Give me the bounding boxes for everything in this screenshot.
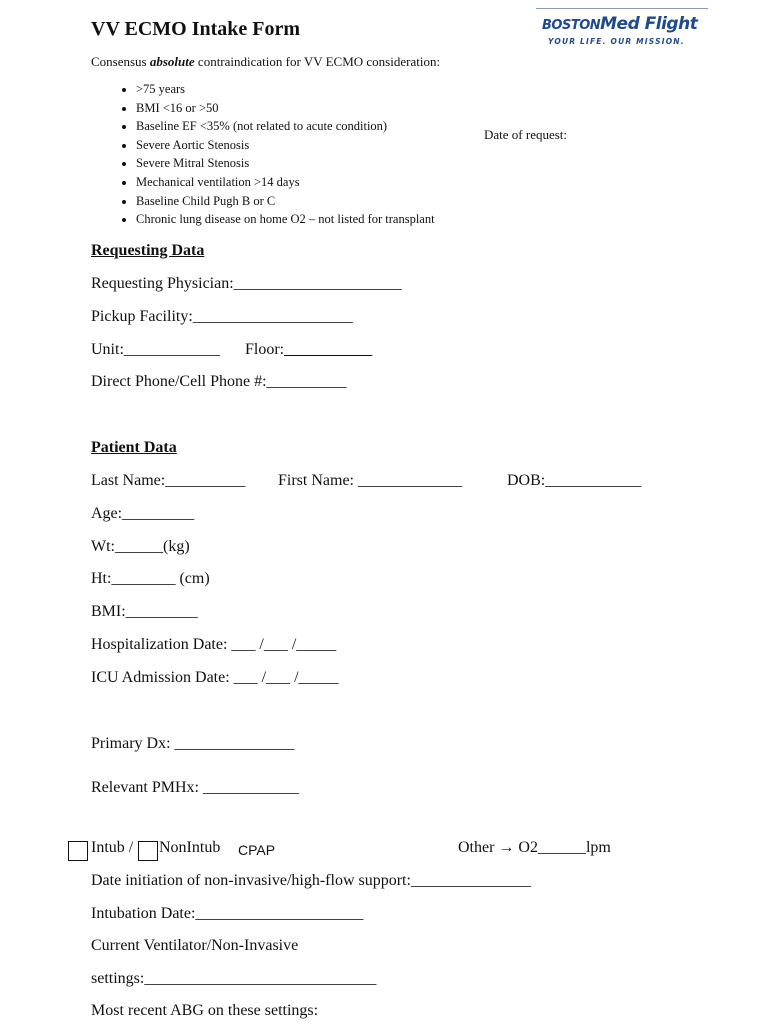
bmi-field[interactable]: BMI:_________ (91, 603, 198, 620)
intro-emphasis: absolute (149, 54, 195, 69)
primary-dx-field[interactable]: Primary Dx: _______________ (91, 735, 295, 752)
pickup-facility-field[interactable]: Pickup Facility:____________________ (91, 308, 353, 325)
contraindication-intro (91, 54, 440, 70)
list-item: • Mechanical ventilation >14 days (136, 173, 435, 192)
patient-data-heading: Patient Data (91, 439, 177, 456)
relevant-pmhx-field[interactable]: Relevant PMHx: ____________ (91, 779, 299, 796)
list-item: • Severe Aortic Stenosis (136, 136, 435, 155)
boston-med-flight-logo (534, 8, 710, 48)
ventilator-settings-field[interactable]: settings:_____________________________ (91, 970, 377, 987)
direct-phone-field[interactable]: Direct Phone/Cell Phone #:__________ (91, 373, 347, 390)
cpap-label: CPAP (238, 842, 276, 858)
requesting-data-heading: Requesting Data (91, 242, 205, 259)
date-of-request-field[interactable]: Date of request: (484, 127, 568, 142)
list-item: • Baseline EF <35% (not related to acute condition) (136, 117, 435, 136)
nonintub-checkbox[interactable] (138, 841, 158, 861)
niv-initiation-date-field[interactable]: Date initiation of non-invasive/high-flow support:_______________ (91, 872, 531, 889)
intubation-date-field[interactable]: Intubation Date:_____________________ (91, 905, 364, 922)
list-item: • >75 years (136, 80, 435, 99)
intro-text-pre: Consensus (91, 54, 150, 69)
list-item: • BMI <16 or >50 (136, 99, 435, 118)
logo-text-boston: BOSTON (542, 18, 601, 33)
first-name-field[interactable]: First Name: _____________ (278, 472, 462, 489)
weight-field[interactable]: Wt:______(kg) (91, 538, 190, 555)
recent-abg-label: Most recent ABG on these settings: (91, 1002, 319, 1019)
logo-wordmark (542, 14, 697, 34)
last-name-field[interactable]: Last Name:__________ (91, 472, 246, 489)
floor-blank: ___________ (284, 341, 373, 358)
floor-field[interactable] (245, 341, 372, 359)
height-field[interactable]: Ht:________ (cm) (91, 570, 210, 587)
contraindication-list (91, 80, 435, 229)
list-item: • Severe Mitral Stenosis (136, 154, 435, 173)
list-item: • Chronic lung disease on home O2 – not listed for transplant (136, 210, 435, 229)
intub-label: Intub / (91, 839, 134, 856)
logo-tagline: YOUR LIFE. OUR MISSION. (548, 37, 685, 46)
form-title: VV ECMO Intake Form (91, 18, 301, 40)
hospitalization-date-field[interactable]: Hospitalization Date: ___ /___ /_____ (91, 636, 337, 653)
logo-rule (536, 8, 708, 9)
ventilator-settings-label: Current Ventilator/Non-Invasive (91, 937, 299, 954)
intub-checkbox[interactable] (68, 841, 88, 861)
floor-label: Floor: (245, 341, 285, 358)
logo-text-medflight: Med Flight (600, 14, 698, 34)
dob-field[interactable]: DOB:____________ (507, 472, 642, 489)
age-field[interactable]: Age:_________ (91, 505, 195, 522)
other-o2-field[interactable]: Other → O2______lpm (458, 839, 611, 856)
unit-field[interactable]: Unit:____________ (91, 341, 220, 358)
requesting-physician-field[interactable]: Requesting Physician:_____________________ (91, 275, 402, 292)
intro-text-post: contraindication for VV ECMO consideration: (194, 54, 441, 69)
nonintub-label: NonIntub (159, 839, 221, 856)
list-item: • Baseline Child Pugh B or C (136, 192, 435, 211)
icu-admission-date-field[interactable]: ICU Admission Date: ___ /___ /_____ (91, 669, 339, 686)
